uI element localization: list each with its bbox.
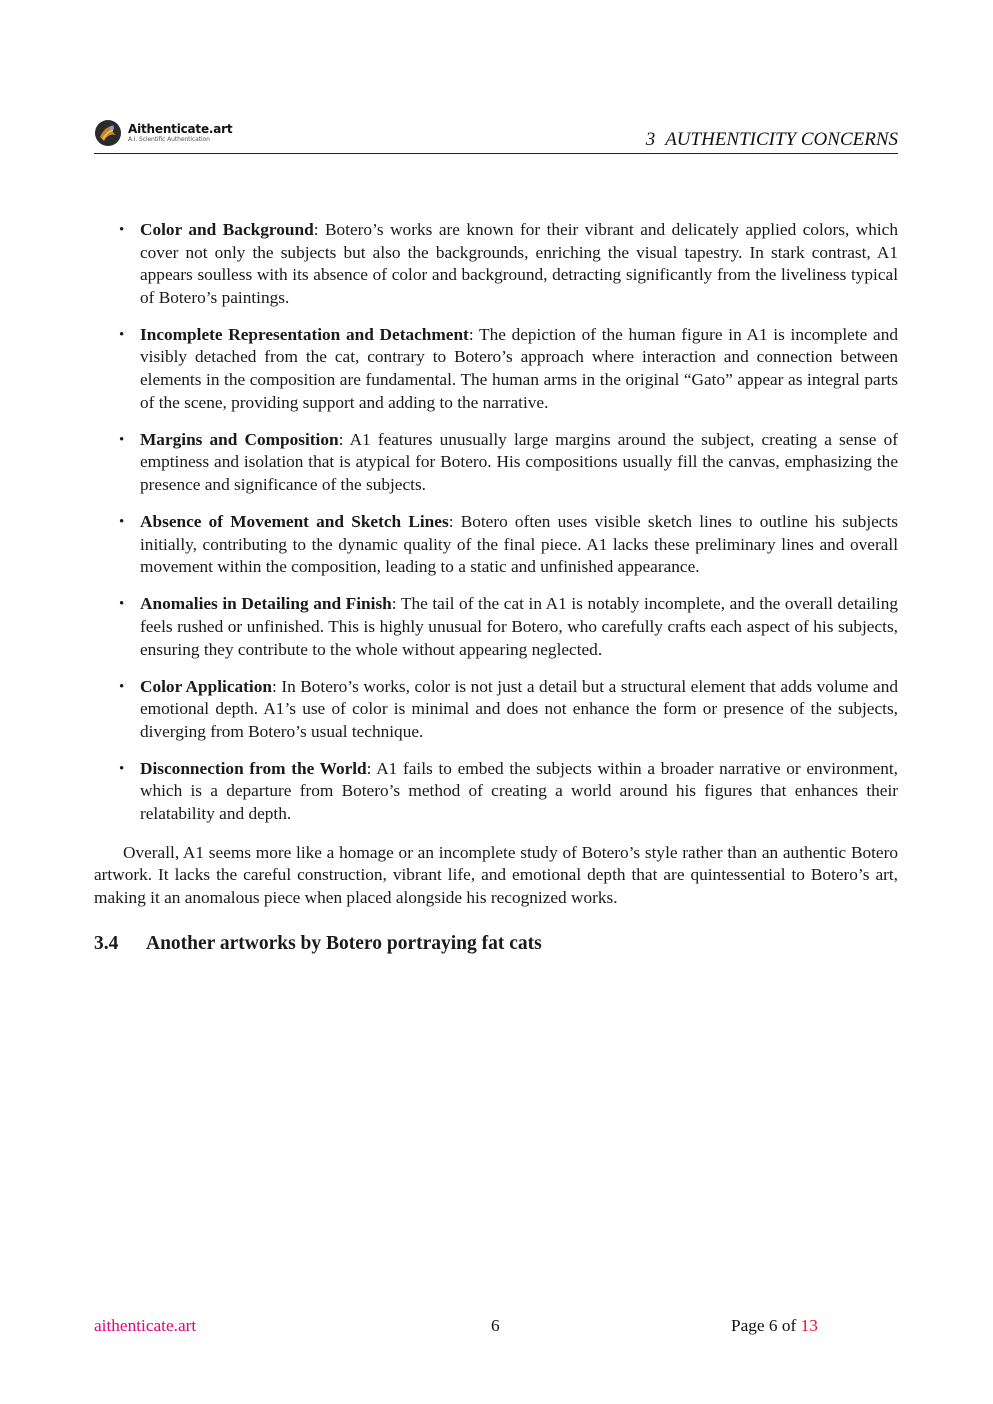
summary-paragraph: Overall, A1 seems more like a homage or an incomplete study of Botero’s style rather than an authentic Botero artwork. It lacks the careful construction, vibrant life, and emotional depth that are quintessential to Botero’s art, making it an anomalous piece when placed alongside his recognized works. bbox=[94, 842, 898, 907]
site-link[interactable]: aithenticate.art bbox=[94, 1316, 197, 1335]
subsection-title: Another artworks by Botero portraying fat cats bbox=[146, 933, 542, 955]
running-head bbox=[646, 129, 898, 151]
item-term: Incomplete Representation and Detachment bbox=[140, 324, 469, 344]
item-text: : The tail of the cat in A1 is notably incomplete, and the overall detailing feels rushed or unfinished. This is highly unusual for Botero, who carefully crafts each aspect of his subjects, ensuring they contribute to the whole without appearing neglected. bbox=[140, 594, 898, 659]
list-item bbox=[94, 758, 898, 826]
item-text: : A1 fails to embed the subjects within a broader narrative or environment, which is a departure from Botero’s method of creating a world around his figures that enhances their relatability and depth. bbox=[140, 758, 898, 824]
list-item bbox=[94, 593, 898, 661]
item-term: Absence of Movement and Sketch Lines bbox=[140, 512, 449, 532]
item-term: Margins and Composition bbox=[140, 429, 339, 449]
page-of-prefix: Page 6 of bbox=[731, 1316, 801, 1335]
list-item bbox=[94, 324, 898, 414]
item-term: Color Application bbox=[140, 676, 272, 696]
concerns-list bbox=[94, 219, 898, 826]
list-item bbox=[94, 429, 898, 497]
page-footer bbox=[94, 1316, 898, 1338]
item-text: : In Botero’s works, color is not just a detail but a structural element that adds volume and emotional depth. A1’s use of color is minimal and does not enhance the form or presence of the subjects, diverging from Botero’s usual technique. bbox=[140, 676, 898, 741]
logo-mark-icon bbox=[94, 119, 122, 147]
bullet-icon: • bbox=[119, 514, 125, 531]
item-term: Anomalies in Detailing and Finish bbox=[140, 594, 392, 614]
page-number: 6 bbox=[491, 1316, 500, 1335]
item-text: : Botero’s works are known for their vibrant and delicately applied colors, which cover not only the subjects but also the backgrounds, enriching the visual tapestry. In stark contrast, A1 appears soulless with its absence of color and background, detracting significantly from the liveliness typical of Botero’s paintings. bbox=[140, 220, 898, 307]
running-head-title: AUTHENTICITY CONCERNS bbox=[665, 129, 898, 150]
list-item bbox=[94, 511, 898, 579]
subsection-heading bbox=[94, 933, 898, 956]
page-of-label bbox=[731, 1316, 818, 1336]
total-pages-link[interactable]: 13 bbox=[800, 1316, 818, 1335]
page-body bbox=[94, 219, 898, 956]
list-item bbox=[94, 676, 898, 744]
item-term: Color and Background bbox=[140, 220, 314, 239]
bullet-icon: • bbox=[119, 431, 125, 448]
item-term: Disconnection from the World bbox=[140, 758, 367, 778]
item-text: : Botero often uses visible sketch lines to outline his subjects initially, contributing to the dynamic quality of the final piece. A1 lacks these preliminary lines and overall movement within the composition, leading to a static and unfinished appearance. bbox=[140, 512, 898, 577]
list-item bbox=[94, 219, 898, 309]
item-text: : The depiction of the human figure in A1 is incomplete and visibly detached from the cat, contrary to Botero’s approach where interaction and connection between elements in the composition are fundamental. The human arms in the original “Gato” appear as integral parts of the scene, providing support and adding to the narrative. bbox=[140, 324, 898, 412]
bullet-icon: • bbox=[119, 596, 125, 613]
bullet-icon: • bbox=[119, 678, 125, 695]
subsection-number: 3.4 bbox=[94, 933, 119, 955]
bullet-icon: • bbox=[119, 760, 125, 777]
running-head-number: 3 bbox=[645, 129, 656, 150]
bullet-icon: • bbox=[119, 326, 125, 343]
logo-name: Aithenticate.art bbox=[128, 122, 233, 136]
item-text: : A1 features unusually large margins around the subject, creating a sense of emptiness and isolation that is atypical for Botero. His compositions usually fill the canvas, emphasizing the presence and significance of the subjects. bbox=[140, 429, 898, 494]
logo bbox=[94, 119, 232, 147]
bullet-icon: • bbox=[119, 222, 125, 238]
logo-tagline: A.I. Scientific Authentication bbox=[128, 136, 210, 143]
page-header bbox=[94, 117, 898, 154]
